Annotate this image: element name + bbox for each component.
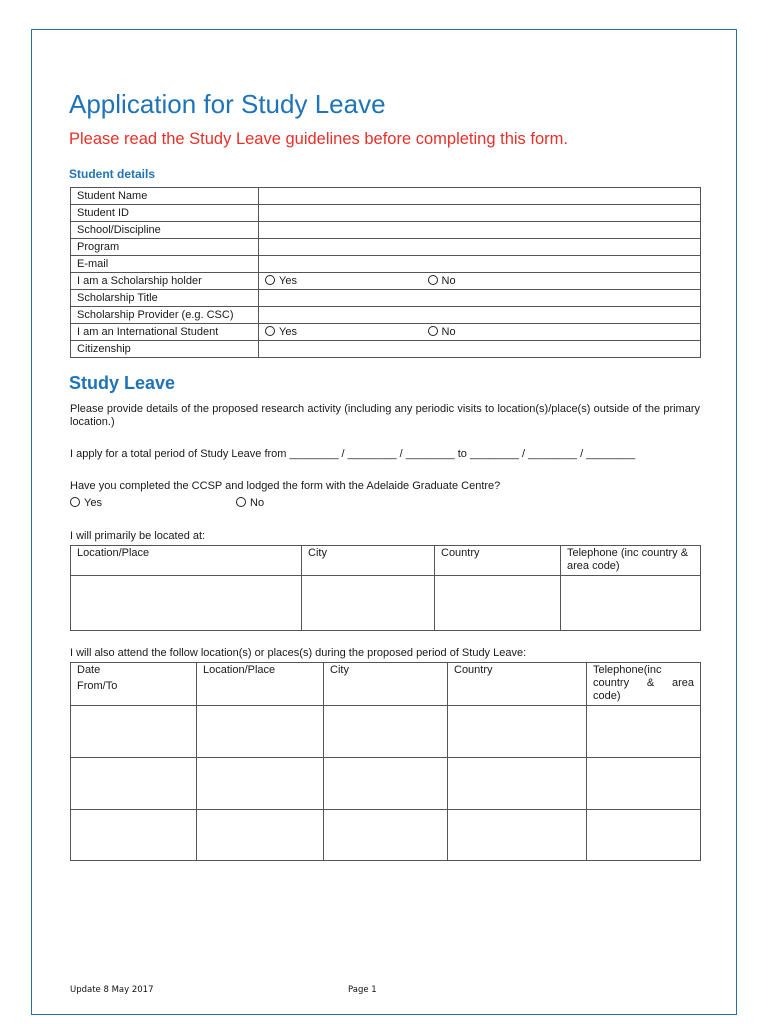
table-row [71, 576, 701, 631]
header-date [71, 663, 197, 706]
table-row [71, 188, 701, 205]
scholarship-no-option[interactable] [422, 273, 701, 290]
location-cell[interactable] [197, 810, 324, 861]
telephone-cell[interactable] [587, 810, 701, 861]
school-field[interactable] [259, 222, 701, 239]
scholarship-provider-field[interactable] [259, 307, 701, 324]
table-row [71, 324, 701, 341]
table-row [71, 706, 701, 758]
program-field[interactable] [259, 239, 701, 256]
table-row [71, 256, 701, 273]
date-cell[interactable] [71, 706, 197, 758]
other-locations-label: I will also attend the follow location(s) or places(s) during the proposed period of Study Leave: [70, 647, 527, 659]
other-locations-table [70, 662, 701, 861]
primary-location-table [70, 545, 701, 631]
city-cell[interactable] [324, 706, 448, 758]
footer-page-number: Page 1 [348, 985, 377, 995]
row-label-program: Program [71, 239, 259, 256]
table-row [71, 290, 701, 307]
country-cell[interactable] [448, 706, 587, 758]
table-row [71, 341, 701, 358]
scholarship-yes-option[interactable] [259, 273, 422, 290]
international-yes-option[interactable] [259, 324, 422, 341]
table-row [71, 307, 701, 324]
primary-city-cell[interactable] [302, 576, 435, 631]
telephone-cell[interactable] [587, 706, 701, 758]
telephone-cell[interactable] [587, 758, 701, 810]
header-telephone: Telephone (inc country & area code) [561, 546, 701, 576]
date-cell[interactable] [71, 810, 197, 861]
ccsp-no-label: No [250, 497, 265, 509]
row-label-scholarship-title: Scholarship Title [71, 290, 259, 307]
email-field[interactable] [259, 256, 701, 273]
header-country: Country [435, 546, 561, 576]
scholarship-yes-label: Yes [279, 275, 297, 287]
country-cell[interactable] [448, 758, 587, 810]
primary-location-cell[interactable] [71, 576, 302, 631]
radio-icon[interactable] [428, 275, 438, 285]
ccsp-yes-option[interactable] [70, 497, 102, 510]
header-country: Country [448, 663, 587, 706]
ccsp-question: Have you completed the CCSP and lodged the form with the Adelaide Graduate Centre? [70, 480, 501, 492]
table-row [71, 273, 701, 290]
table-row [71, 222, 701, 239]
country-cell[interactable] [448, 810, 587, 861]
table-header-row [71, 663, 701, 706]
header-city: City [302, 546, 435, 576]
date-cell[interactable] [71, 758, 197, 810]
row-label-student-id: Student ID [71, 205, 259, 222]
row-label-scholarship-holder: I am a Scholarship holder [71, 273, 259, 290]
primary-location-label: I will primarily be located at: [70, 530, 206, 542]
table-row [71, 810, 701, 861]
leave-period-line: I apply for a total period of Study Leave from ________ / ________ / ________ to ________ / ________ / ________ [70, 448, 636, 460]
page-subtitle: Please read the Study Leave guidelines before completing this form. [69, 130, 568, 148]
scholarship-no-label: No [441, 275, 456, 287]
student-name-field[interactable] [259, 188, 701, 205]
header-city: City [324, 663, 448, 706]
header-location: Location/Place [71, 546, 302, 576]
location-cell[interactable] [197, 706, 324, 758]
footer-update: Update 8 May 2017 [70, 985, 154, 995]
radio-icon[interactable] [70, 497, 80, 507]
location-cell[interactable] [197, 758, 324, 810]
header-date-label: Date [77, 664, 101, 676]
row-label-school: School/Discipline [71, 222, 259, 239]
table-row [71, 758, 701, 810]
citizenship-field[interactable] [259, 341, 701, 358]
study-leave-heading: Study Leave [69, 373, 176, 393]
row-label-international: I am an International Student [71, 324, 259, 341]
city-cell[interactable] [324, 758, 448, 810]
study-leave-intro: Please provide details of the proposed research activity (including any periodic visits to location(s)/place(s) outside of the primary location.) [70, 403, 700, 428]
primary-country-cell[interactable] [435, 576, 561, 631]
table-row [71, 239, 701, 256]
radio-icon[interactable] [236, 497, 246, 507]
row-label-email: E-mail [71, 256, 259, 273]
radio-icon[interactable] [428, 326, 438, 336]
header-location: Location/Place [197, 663, 324, 706]
row-label-scholarship-provider: Scholarship Provider (e.g. CSC) [71, 307, 259, 324]
international-yes-label: Yes [279, 326, 297, 338]
student-details-table [70, 187, 701, 358]
ccsp-yes-label: Yes [84, 497, 102, 509]
row-label-citizenship: Citizenship [71, 341, 259, 358]
page-title: Application for Study Leave [69, 89, 386, 119]
primary-telephone-cell[interactable] [561, 576, 701, 631]
header-telephone: Telephone(inc country & area code) [587, 663, 701, 706]
international-no-option[interactable] [422, 324, 701, 341]
header-from-to-label: From/To [77, 680, 118, 692]
table-row [71, 205, 701, 222]
city-cell[interactable] [324, 810, 448, 861]
scholarship-title-field[interactable] [259, 290, 701, 307]
radio-icon[interactable] [265, 326, 275, 336]
student-id-field[interactable] [259, 205, 701, 222]
radio-icon[interactable] [265, 275, 275, 285]
row-label-student-name: Student Name [71, 188, 259, 205]
international-no-label: No [441, 326, 456, 338]
table-header-row [71, 546, 701, 576]
ccsp-no-option[interactable] [236, 497, 264, 510]
student-details-heading: Student details [69, 167, 156, 181]
